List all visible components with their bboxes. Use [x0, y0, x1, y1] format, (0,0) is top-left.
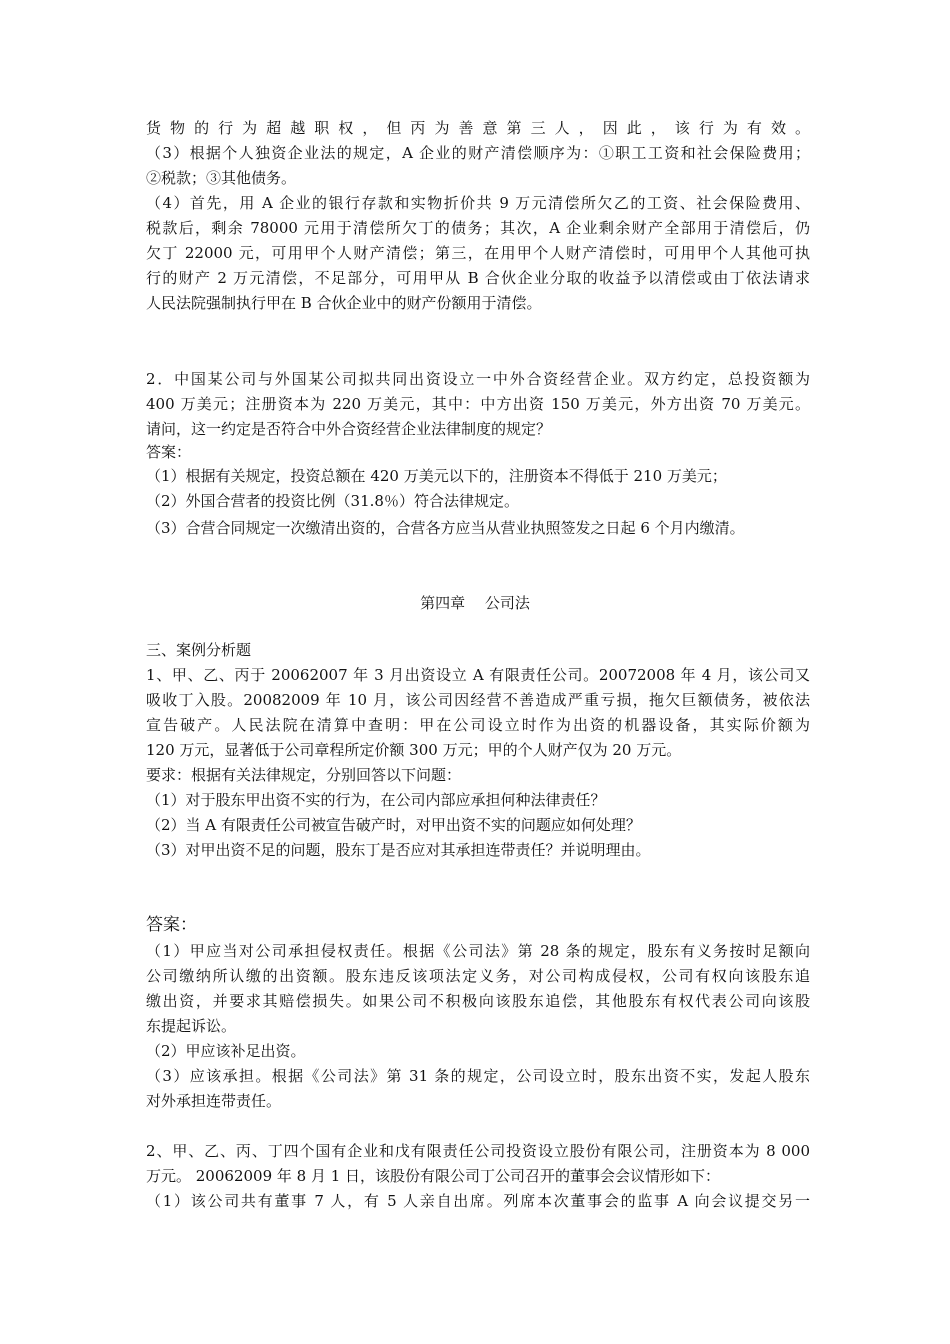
paragraph-line: 货物的行为超越职权，但丙为善意第三人，因此，该行为有效。 — [146, 119, 810, 137]
paragraph-line: 公司缴纳所认缴的出资额。股东违反该项法定义务，对公司构成侵权，公司有权向该股东追 — [146, 967, 810, 985]
paragraph-line: 缴出资，并要求其赔偿损失。如果公司不积极向该股东追偿，其他股东有权代表公司向该股 — [146, 992, 810, 1010]
paragraph-line: 行的财产 2 万元清偿，不足部分，可用甲从 B 合伙企业分取的收益予以清偿或由丁依法请求 — [146, 269, 810, 287]
paragraph-line: （1）甲应当对公司承担侵权责任。根据《公司法》第 28 条的规定，股东有义务按时足额向 — [146, 942, 810, 960]
paragraph-line: 要求：根据有关法律规定，分别回答以下问题： — [146, 766, 462, 784]
paragraph-line: 东提起诉讼。 — [146, 1017, 237, 1035]
paragraph-line: （3）应该承担。根据《公司法》第 31 条的规定，公司设立时，股东出资不实，发起人股东 — [146, 1067, 810, 1085]
paragraph-line: （1）根据有关规定，投资总额在 420 万美元以下的，注册资本不得低于 210 万美元； — [146, 467, 727, 485]
chapter-title: 第四章 公司法 — [420, 594, 530, 612]
paragraph-line: （4）首先，用 A 企业的银行存款和实物折价共 9 万元清偿所欠乙的工资、社会保险费用、 — [146, 194, 810, 212]
paragraph-line: 对外承担连带责任。 — [146, 1092, 282, 1110]
paragraph-line: （3）根据个人独资企业法的规定，A 企业的财产清偿顺序为：①职工工资和社会保险费用； — [146, 144, 810, 162]
paragraph-line: 120 万元，显著低于公司章程所定价额 300 万元；甲的个人财产仅为 20 万元。 — [146, 741, 682, 759]
paragraph-line: （1）该公司共有董事 7 人，有 5 人亲自出席。列席本次董事会的监事 A 向会议提交另一 — [146, 1192, 810, 1210]
paragraph-line: 1、甲、乙、丙于 20062007 年 3 月出资设立 A 有限责任公司。20072008 年 4 月，该公司又 — [146, 666, 810, 684]
answer-label: 答案： — [146, 443, 192, 461]
answer-heading: 答案： — [146, 915, 197, 935]
question-item: （1）对于股东甲出资不实的行为，在公司内部应承担何种法律责任？ — [146, 791, 606, 809]
paragraph-line: 请问，这一约定是否符合中外合资经营企业法律制度的规定？ — [146, 420, 552, 438]
question-item: （2）当 A 有限责任公司被宣告破产时，对甲出资不实的问题应如何处理？ — [146, 816, 641, 834]
paragraph-line: ②税款；③其他债务。 — [146, 169, 297, 187]
section-heading: 三、案例分析题 — [146, 641, 252, 659]
paragraph-line: 2．中国某公司与外国某公司拟共同出资设立一中外合资经营企业。双方约定，总投资额为 — [146, 370, 810, 388]
paragraph-line: 2、甲、乙、丙、丁四个国有企业和戊有限责任公司投资设立股份有限公司，注册资本为 8 000 — [146, 1142, 810, 1160]
paragraph-line: 宣告破产。人民法院在清算中查明：甲在公司设立时作为出资的机器设备，其实际价额为 — [146, 716, 810, 734]
paragraph-line: 人民法院强制执行甲在 B 合伙企业中的财产份额用于清偿。 — [146, 294, 542, 312]
paragraph-line: 税款后，剩余 78000 元用于清偿所欠丁的债务；其次，A 企业剩余财产全部用于清偿后，仍 — [146, 219, 810, 237]
paragraph-line: 吸收丁入股。20082009 年 10 月，该公司因经营不善造成严重亏损，拖欠巨额债务，被依法 — [146, 691, 810, 709]
paragraph-line: （3）合营合同规定一次缴清出资的，合营各方应当从营业执照签发之日起 6 个月内缴清。 — [146, 519, 745, 537]
paragraph-line: 400 万美元；注册资本为 220 万美元，其中：中方出资 150 万美元，外方出资 70 万美元。 — [146, 395, 810, 413]
paragraph-line: 欠丁 22000 元，可用甲个人财产清偿；第三，在用甲个人财产清偿时，可用甲个人其他可执 — [146, 244, 810, 262]
paragraph-line: （2）外国合营者的投资比例（31.8％）符合法律规定。 — [146, 492, 519, 510]
paragraph-line: （2）甲应该补足出资。 — [146, 1042, 306, 1060]
paragraph-line: 万元。 20062009 年 8 月 1 日，该股份有限公司丁公司召开的董事会会议情形如下： — [146, 1167, 721, 1185]
question-item: （3）对甲出资不足的问题，股东丁是否应对其承担连带责任？并说明理由。 — [146, 841, 651, 859]
